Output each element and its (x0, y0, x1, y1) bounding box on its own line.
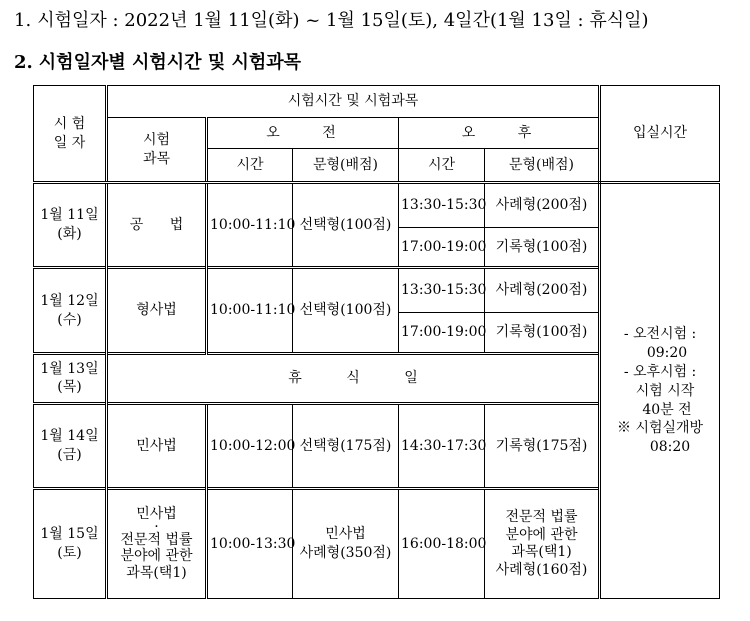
entry-note: - 오전시험 : (623, 326, 697, 343)
header-am-type: 문형(배점) (293, 148, 399, 182)
pm-type-line: 과목(택1) (511, 544, 572, 561)
subject-line: 전문적 법률 (120, 531, 193, 548)
row-am-type (293, 489, 399, 599)
row-date (34, 183, 107, 268)
date-line1: 1월 11일 (40, 207, 99, 224)
row-pm-type: 기록형(100점) (485, 313, 600, 354)
date-line2: (금) (57, 447, 82, 464)
header-time-and-subject: 시험시간 및 시험과목 (107, 86, 600, 118)
entry-note: - 오후시험 : (623, 363, 697, 380)
row-pm-time: 16:00-18:00 (399, 489, 485, 599)
row-subject: 공 법 (107, 183, 207, 268)
subject-line: 민사법 (136, 506, 177, 523)
subject-line: · (154, 519, 159, 536)
row-am-type: 선택형(100점) (293, 183, 399, 268)
row-am-type: 선택형(100점) (293, 268, 399, 353)
row-am-time: 10:00-11:10 (207, 268, 293, 353)
row-am-time: 10:00-11:10 (207, 183, 293, 268)
date-line1: 1월 12일 (40, 292, 99, 309)
row-date (34, 404, 107, 489)
header-date-line1: 시 험 (53, 115, 86, 132)
pm-type-line: 전문적 법률 (505, 509, 578, 526)
header-afternoon: 오 후 (399, 118, 600, 148)
heading-number: 1. (14, 10, 32, 31)
heading-text: 시험일자별 시험시간 및 시험과목 (38, 52, 302, 73)
row-pm-time: 17:00-19:00 (399, 313, 485, 354)
row-date (34, 268, 107, 353)
row-pm-time: 17:00-19:00 (399, 227, 485, 268)
heading-schedule (14, 48, 301, 74)
date-line2: (수) (57, 311, 82, 328)
row-date (34, 489, 107, 599)
header-morning: 오 전 (207, 118, 399, 148)
date-line1: 1월 13일 (40, 360, 99, 377)
am-type-line: 사례형(350점) (299, 545, 392, 562)
row-pm-type (485, 489, 600, 599)
row-am-type: 선택형(175점) (293, 404, 399, 489)
row-pm-time: 14:30-17:30 (399, 404, 485, 489)
row-pm-type: 사례형(200점) (485, 183, 600, 228)
date-line1: 1월 15일 (40, 526, 99, 543)
header-subject (107, 118, 207, 183)
entry-note: 08:20 (649, 439, 691, 456)
entry-time-notes (600, 183, 720, 599)
exam-schedule-table (33, 85, 720, 599)
date-line2: (토) (57, 545, 82, 562)
row-pm-type: 기록형(175점) (485, 404, 600, 489)
row-date (34, 353, 107, 404)
pm-type-line: 사례형(160점) (495, 561, 588, 578)
entry-note: 시험 시작 (635, 382, 695, 399)
rest-day: 휴 식 일 (107, 353, 600, 404)
subject-line: 분야에 관한 (120, 548, 193, 565)
date-line2: (화) (57, 226, 82, 243)
row-am-time: 10:00-12:00 (207, 404, 293, 489)
am-type-line: 민사법 (325, 526, 366, 543)
date-line1: 1월 14일 (40, 428, 99, 445)
row-subject: 민사법 (107, 404, 207, 489)
heading-number: 2. (14, 52, 33, 73)
header-subject-line2: 과목 (142, 150, 171, 167)
row-pm-time: 13:30-15:30 (399, 183, 485, 228)
entry-note: 40분 전 (642, 401, 692, 418)
header-subject-line1: 시험 (142, 131, 171, 148)
row-pm-type: 사례형(200점) (485, 268, 600, 313)
heading-label: 시험일자 (37, 10, 107, 31)
header-entry-time: 입실시간 (600, 86, 720, 183)
entry-note: ※ 시험실개방 (617, 420, 704, 437)
header-pm-time: 시간 (399, 148, 485, 182)
header-am-time: 시간 (207, 148, 293, 182)
row-subject: 형사법 (107, 268, 207, 353)
row-subject (107, 489, 207, 599)
heading-exam-dates (14, 6, 649, 32)
pm-type-line: 분야에 관한 (505, 526, 578, 543)
entry-note: 09:20 (646, 344, 688, 361)
header-date-line2: 일 자 (53, 134, 86, 151)
row-pm-type: 기록형(100점) (485, 227, 600, 268)
header-pm-type: 문형(배점) (485, 148, 600, 182)
heading-text: : 2022년 1월 11일(화) ~ 1월 15일(토), 4일간(1월 13일 : 휴식일) (112, 10, 649, 31)
header-date (34, 86, 107, 183)
date-line2: (목) (57, 379, 82, 396)
subject-line: 과목(택1) (126, 565, 187, 582)
row-am-time: 10:00-13:30 (207, 489, 293, 599)
row-pm-time: 13:30-15:30 (399, 268, 485, 313)
